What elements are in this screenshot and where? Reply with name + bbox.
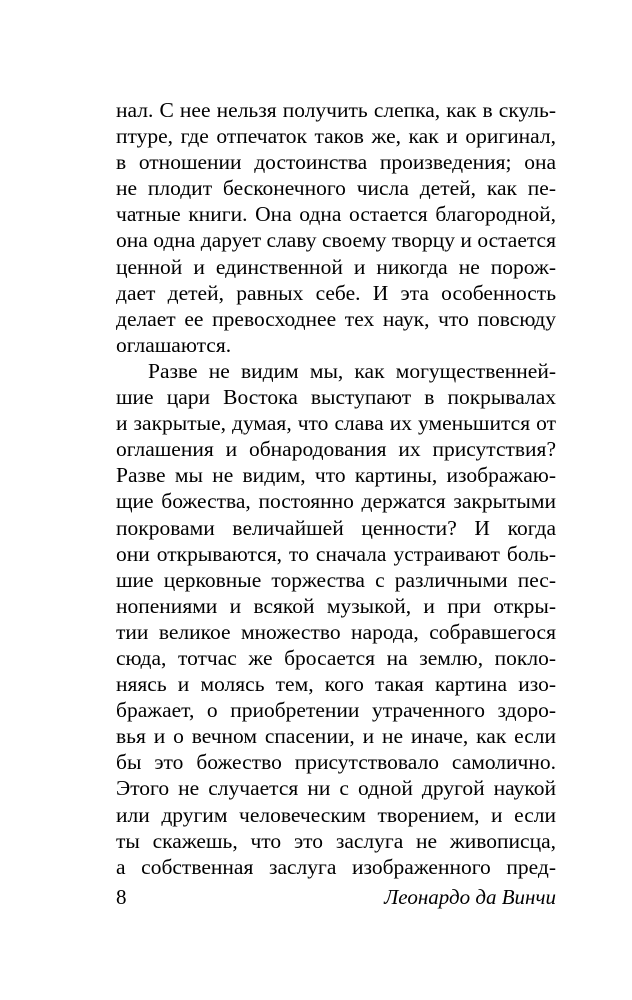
text-line: Разве мы не видим, что картины, изображаю-: [116, 463, 556, 488]
paragraph-1: [116, 97, 556, 358]
text-line: нопениями и всякой музыкой, и при откры-: [116, 593, 556, 618]
text-line: бражает, о приобретении утраченного здоро-: [116, 698, 556, 723]
paragraph-2: [116, 358, 556, 880]
text-line: она одна дарует славу своему творцу и остается: [116, 228, 556, 253]
text-line: вья и о вечном спасении, и не иначе, как если: [116, 724, 556, 749]
text-line: щие божества, постоянно держатся закрытыми: [116, 489, 556, 514]
text-line: Разве не видим мы, как могущественней-: [148, 358, 556, 383]
running-title: Леонардо да Винчи: [384, 885, 556, 909]
text-line: а собственная заслуга изображенного пред-: [116, 854, 556, 879]
text-line: делает ее превосходнее тех наук, что повсюду: [116, 306, 556, 331]
text-line: бы это божество присутствовало самолично.: [116, 750, 556, 775]
text-line: няясь и молясь тем, кого такая картина изо-: [116, 672, 556, 697]
text-line: и закрытые, думая, что слава их уменьшится от: [116, 411, 556, 436]
text-line: ты скажешь, что это заслуга не живописца,: [116, 828, 556, 853]
body-text: [116, 97, 556, 880]
text-line: оглашаются.: [116, 332, 232, 357]
text-line: покровами величайшей ценности? И когда: [116, 515, 556, 540]
text-line: сюда, тотчас же бросается на землю, покло-: [116, 645, 556, 670]
text-line: шие церковные торжества с различными пес-: [116, 567, 556, 592]
text-line: они открываются, то сначала устраивают боль-: [116, 541, 556, 566]
text-line: или другим человеческим творением, и если: [116, 802, 556, 827]
text-line: птуре, где отпечаток таков же, как и оригинал,: [116, 124, 556, 149]
page-number: 8: [116, 885, 127, 909]
text-line: тии великое множество народа, собравшегося: [116, 619, 556, 644]
text-line: оглашения и обнародования их присутствия?: [116, 437, 556, 462]
page-footer: [116, 884, 556, 910]
text-line: нал. С нее нельзя получить слепка, как в скуль-: [116, 98, 556, 122]
text-line: шие цари Востока выступают в покрывалах: [116, 385, 556, 410]
text-line: ценной и единственной и никогда не порож-: [116, 254, 556, 279]
text-line: дает детей, равных себе. И эта особенность: [116, 280, 556, 305]
text-line: чатные книги. Она одна остается благородной,: [116, 202, 556, 227]
text-line: в отношении достоинства произведения; она: [116, 150, 556, 175]
text-line: не плодит бесконечного числа детей, как пе-: [116, 176, 556, 201]
text-line: Этого не случается ни с одной другой наукой: [116, 776, 556, 801]
